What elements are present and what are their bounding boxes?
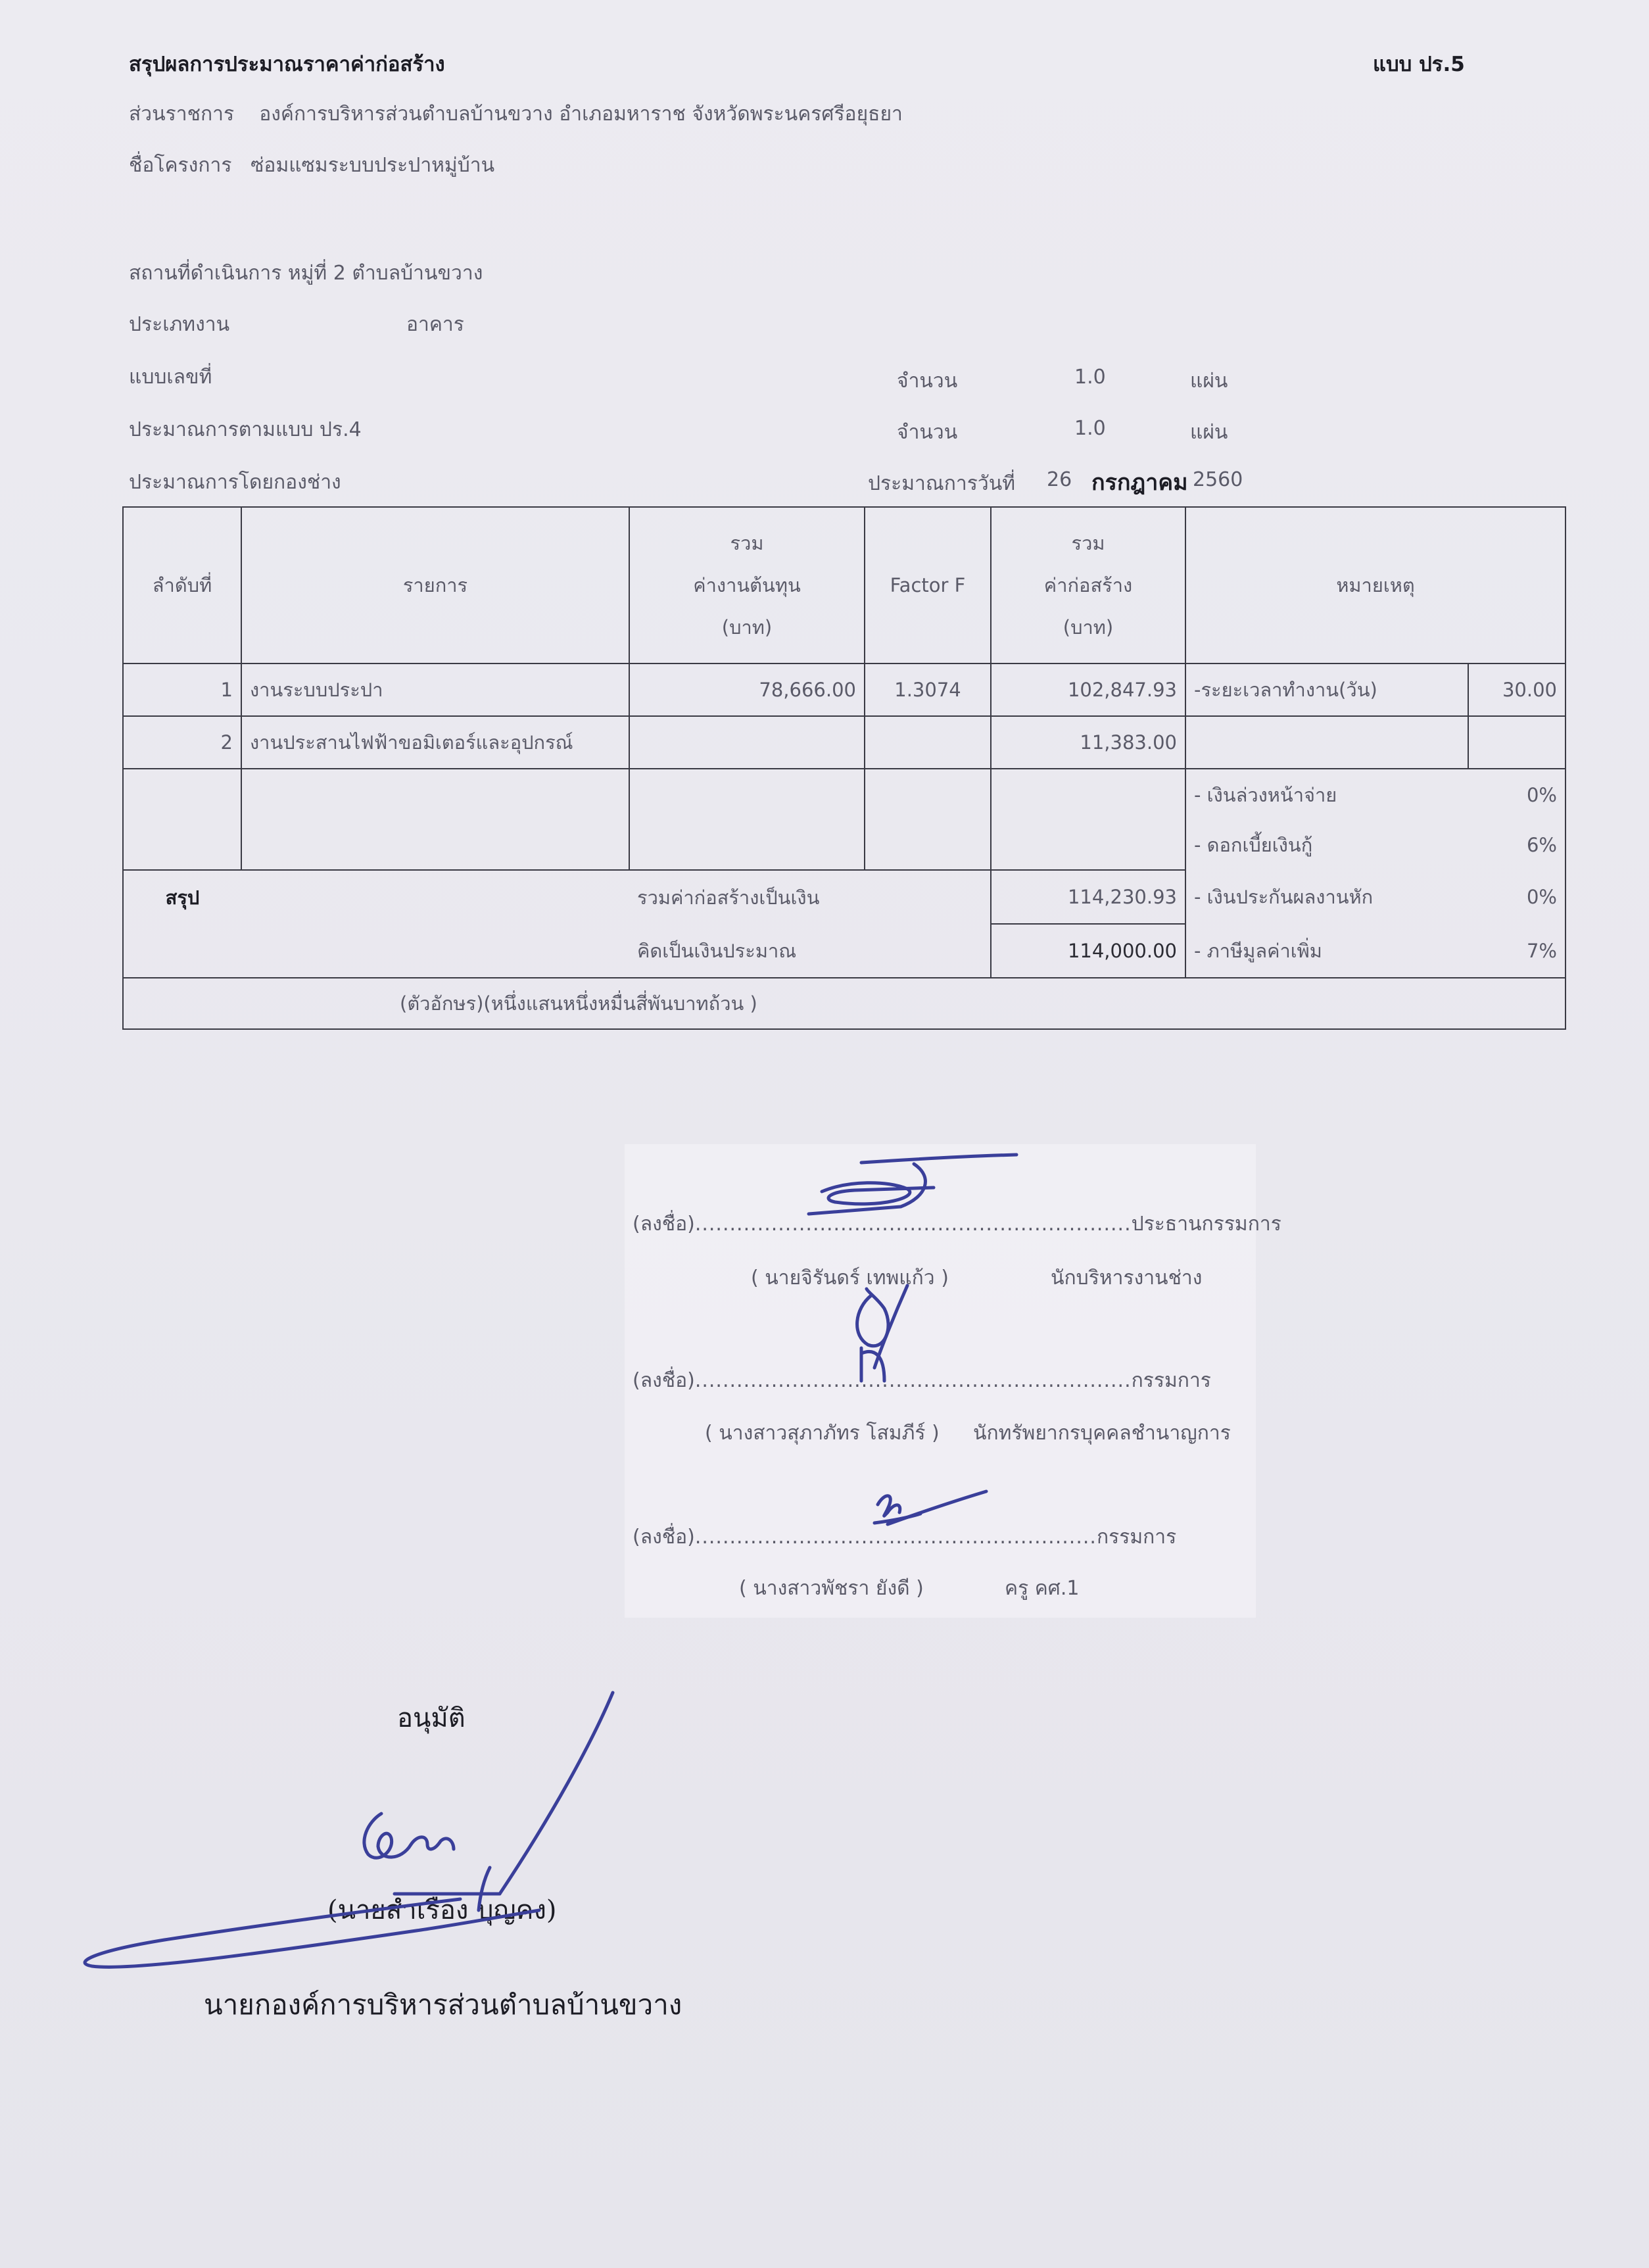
table-row: 1 งานระบบประปา 78,666.00 1.3074 102,847.93 -ระยะเวลาทำงาน(วัน) 30.00 [123, 664, 1565, 716]
estimate-value: 114,000.00 [991, 924, 1185, 978]
signature-mark-3 [874, 1491, 986, 1524]
estimate-row: คิดเป็นเงินประมาณ 114,000.00 - ภาษีมูลค่าเพิ่ม 7% [123, 924, 1565, 978]
signer-position-2: นักทรัพยากรบุคคลชำนาญการ [973, 1422, 1231, 1445]
remark-vat: - ภาษีมูลค่าเพิ่ม [1185, 924, 1468, 978]
summary-label: สรุป [123, 870, 241, 924]
header-base-cost: รวม ค่างานต้นทุน (บาท) [629, 507, 865, 664]
header-remark: หมายเหตุ [1185, 507, 1565, 664]
signature-mark-1 [809, 1155, 1016, 1214]
approver-title: นายกองค์การบริหารส่วนตำบลบ้านขวาง [204, 1989, 682, 2021]
amount-in-words: (ตัวอักษร)(หนึ่งแสนหนึ่งหมื่นสี่พันบาทถ้วน ) [123, 978, 1565, 1029]
signature-line-3: (ลงชื่อ)..........................................................กรรมการ [633, 1526, 1177, 1549]
estimate-date-month: กรกฎาคม [1091, 470, 1188, 496]
header-total-cost: รวม ค่าก่อสร้าง (บาท) [991, 507, 1185, 664]
approver-signature [85, 1693, 613, 1967]
estimate-date-year: 2560 [1193, 468, 1243, 491]
signature-line-1: (ลงชื่อ)...............................................................ประธานกรรมการ [633, 1213, 1281, 1236]
signer-position-1: นักบริหารงานช่าง [1051, 1267, 1203, 1290]
signer-position-3: ครู คศ.1 [1005, 1577, 1080, 1600]
location: สถานที่ดำเนินการ หมู่ที่ 2 ตำบลบ้านขวาง [129, 262, 483, 285]
approver-name: (นายสำเรือง บุญคง) [327, 1895, 557, 1925]
sum-value: 114,230.93 [991, 870, 1185, 924]
quantity-value: 1.0 [1074, 417, 1106, 440]
project-label: ชื่อโครงการ [129, 154, 232, 177]
signature-line-2: (ลงชื่อ)...............................................................กรรมการ [633, 1369, 1211, 1392]
sum-label: รวมค่าก่อสร้างเป็นเงิน [629, 870, 991, 924]
estimate-label: คิดเป็นเงินประมาณ [629, 924, 991, 978]
form-number: แบบ ปร.5 [1373, 53, 1465, 76]
quantity-unit: แผ่น [1190, 421, 1228, 444]
estimate-date-label: ประมาณการวันที่ [868, 472, 1015, 495]
estimate-p4-label: ประมาณการตามแบบ ปร.4 [129, 418, 362, 441]
quantity-label: จำนวน [897, 421, 958, 444]
approval-label: อนุมัติ [397, 1703, 466, 1733]
signer-name-1: ( นายจิรันดร์ เทพแก้ว ) [751, 1267, 949, 1290]
quantity-unit: แผ่น [1190, 370, 1228, 393]
plan-number-label: แบบเลขที่ [129, 366, 212, 389]
work-type-value: อาคาร [406, 313, 464, 336]
estimate-dept-label: ประมาณการโดยกองช่าง [129, 471, 341, 494]
document-title: สรุปผลการประมาณราคาค่าก่อสร้าง [129, 53, 445, 76]
summary-row: สรุป รวมค่าก่อสร้างเป็นเงิน 114,230.93 - เงินประกันผลงานหัก 0% [123, 870, 1565, 924]
work-type-label: ประเภทงาน [129, 313, 230, 336]
project-value: ซ่อมแซมระบบประปาหมู่บ้าน [251, 154, 495, 177]
remark-advance: - เงินล่วงหน้าจ่าย [1194, 783, 1337, 806]
signature-mark-2 [857, 1286, 907, 1381]
quantity-value: 1.0 [1074, 366, 1106, 389]
agency-value: องค์การบริหารส่วนตำบลบ้านขวาง อำเภอมหาราช จังหวัดพระนครศรีอยุธยา [259, 103, 903, 126]
header-item: รายการ [241, 507, 629, 664]
header-no: ลำดับที่ [123, 507, 241, 664]
estimate-date-day: 26 [1047, 468, 1072, 491]
agency-label: ส่วนราชการ [129, 103, 235, 126]
remark-interest: - ดอกเบี้ยเงินกู้ [1194, 833, 1313, 856]
signer-name-2: ( นางสาวสุภาภัทร โสมภีร์ ) [705, 1422, 940, 1445]
table-row: 2 งานประสานไฟฟ้าขอมิเตอร์และอุปกรณ์ 11,383.00 [123, 716, 1565, 769]
quantity-label: จำนวน [897, 370, 958, 393]
table-row-empty: - เงินล่วงหน้าจ่าย - ดอกเบี้ยเงินกู้ 0% 6% [123, 769, 1565, 870]
remark-guarantee: - เงินประกันผลงานหัก [1185, 870, 1468, 924]
signer-name-3: ( นางสาวพัชรา ยังดี ) [739, 1577, 924, 1600]
header-factor: Factor F [865, 507, 991, 664]
